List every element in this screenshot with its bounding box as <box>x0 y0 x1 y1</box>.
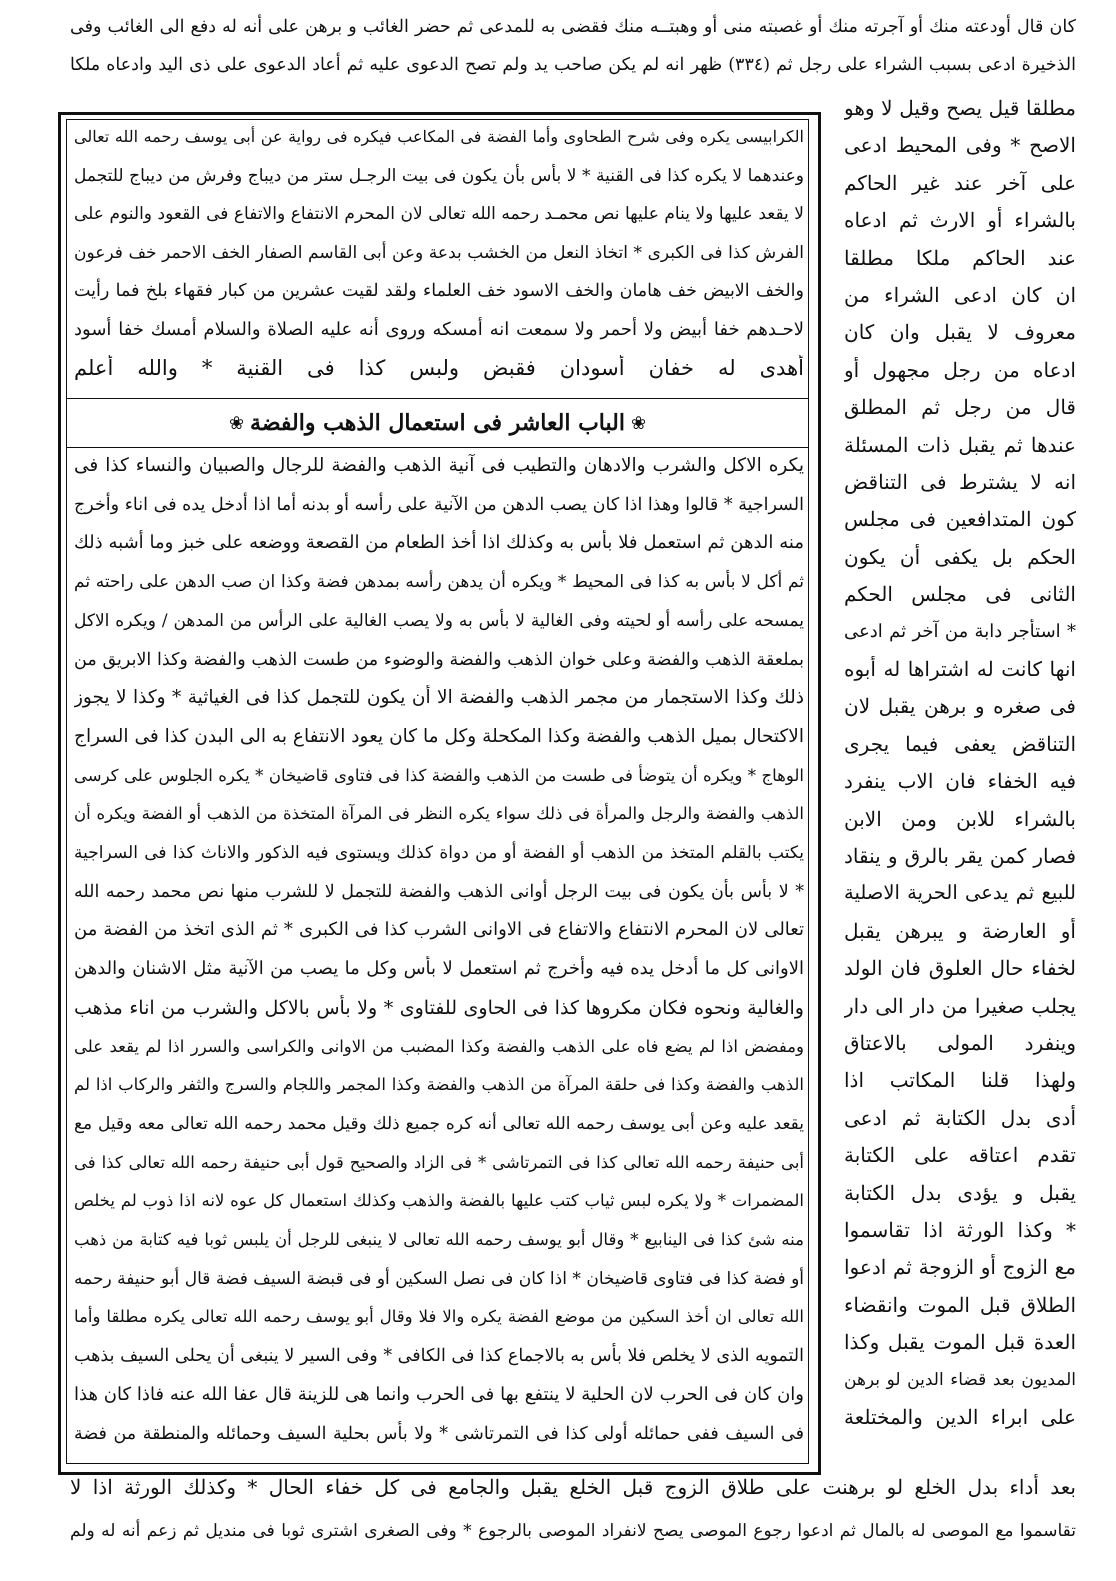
side-margin-line: ان كان ادعى الشراء من <box>844 283 1076 307</box>
main-text-line: والخف الابيض خف هامان والخف الاسود خف العلماء ولقد لقيت عشرين من كبار فقهاء بلخ فما رأيت <box>74 281 804 301</box>
side-margin-line: قال من رجل ثم المطلق <box>844 395 1076 420</box>
side-margin-line: مطلقا قيل يصح وقيل لا وهو <box>844 96 1076 120</box>
main-text-line: التمويه الذى لا يخلص فلا بأس به بالاجماع كذا فى الكافى * وفى السير لا ينبغى أن يحلى السيف بذهب <box>74 1346 804 1367</box>
top-margin-line: كان قال أودعته منك أو آجرته منك أو غصبته منى أو وهبتــه منك فقضى به للمدعى ثم حضر الغائب و برهن على أنه له دفع الى الغائب وفى <box>70 17 1076 37</box>
side-margin-line: وينفرد المولى بالاعتاق <box>844 1031 1076 1055</box>
side-margin-line: الثانى فى مجلس الحكم <box>844 582 1076 607</box>
bottom-margin-line: بعد أداء بدل الخلع لو برهنت على طلاق الزوج قبل الخلع يقبل والجامع فى كل خفاء الحال * وكذلك الورثة اذا لا <box>70 1475 1076 1499</box>
main-text-line: يقعد عليه وعن أبى يوسف رحمه الله تعالى أنه كره جميع ذلك وقيل محمد رحمه الله تعالى معه وقيل مع <box>74 1113 804 1134</box>
side-margin-line: يجلب صغيرا من دار الى دار <box>844 993 1076 1018</box>
side-margin-line: التناقض يعفى فيما يجرى <box>844 731 1076 756</box>
side-margin-line: عندها ثم يقبل ذات المسئلة <box>844 432 1076 457</box>
chapter-rule-bottom <box>66 447 809 448</box>
main-text-line: أهدى له خفان أسودان فقبض ولبس كذا فى القنية * والله أعلم <box>74 356 804 380</box>
side-margin-line: انه لا يشترط فى التناقض <box>844 470 1076 494</box>
ornament-icon: ❀ <box>630 412 647 434</box>
main-text-line: يكتب بالقلم المتخذ من الذهب أو الفضة أو من دواة كذلك ويستوى فيه الذكور والاناث كذا فى السراجية <box>74 843 804 863</box>
side-margin-line: فيه الخفاء فان الاب ينفرد <box>844 769 1076 794</box>
side-margin-line: معروف لا يقبل وان كان <box>844 320 1076 345</box>
side-margin-line: * استأجر دابة من آخر ثم ادعى <box>844 620 1076 642</box>
main-text-line: الذهب والفضة وكذا فى حلقة المرآة من الذهب والفضة وكذا المجمر واللجام والسرج والثفر والركاب اذا لم <box>74 1075 804 1095</box>
bottom-margin-line: تقاسموا مع الموصى له بالمال ثم ادعوا رجوع الموصى يصح لانفراد الموصى بالرجوع * وفى الصغرى اشترى ثوبا فى منديل ثم زعم أنه له ولم <box>70 1521 1076 1541</box>
main-text-line: أبى حنيفة رحمه الله تعالى كذا فى التمرتاشى * فى الزاد والصحيح قول أبى حنيفة رحمه الله تعالى كذا فى <box>74 1152 804 1172</box>
main-text-line: وعندهما لا يكره كذا فى القنية * لا بأس بأن يكون فى بيت الرجـل ستر من ديباج وفرش من ديباج للتجمل <box>74 165 804 186</box>
side-margin-line: انها كانت له اشتراها له أبوه <box>844 657 1076 681</box>
main-text-line: المضمرات * ولا يكره لبس ثياب كتب عليها بالفضة والذهب وكذلك استعمال كل عوه لانه اذا ذوب لم يخلص <box>74 1191 804 1211</box>
main-text-line: الاوانى كل ما أدخل يده فيه وأخرج ثم استعمل لا بأس وكل ما يصب من الآنية مثل الاشنان والدهن <box>74 958 804 980</box>
main-text-line: والغالية ونحوه فكان مكروها كذا فى الحاوى للفتاوى * ولا بأس بالاكل والشرب من اناء مذهب <box>74 996 804 1019</box>
main-text-line: الذهب والفضة والرجل والمرأة فى ذلك سواء يكره النظر فى المرآة المتخذة من الذهب أو الفضة ويكره أن <box>74 804 804 824</box>
side-margin-line: أو العارضة و يبرهن يقبل <box>844 918 1076 943</box>
main-text-line: لا يقعد عليها ولا ينام عليها نص محمـد رحمه الله تعالى لان المحرم الانتفاع والاتفاع فى القعود والنوم على <box>74 204 804 224</box>
side-margin-line: على ابراء الدين والمختلعة <box>844 1405 1076 1429</box>
chapter-title: الباب العاشر فى استعمال الذهب والفضة <box>250 410 625 436</box>
side-margin-line: أدى بدل الكتابة ثم ادعى <box>844 1105 1076 1130</box>
ornament-icon: ❀ <box>228 412 245 434</box>
chapter-rule-top <box>66 398 809 399</box>
side-margin-line: بالشراء للابن ومن الابن <box>844 806 1076 831</box>
side-margin-line: للبيع ثم يدعى الحرية الاصلية <box>844 881 1076 905</box>
main-text-line: فى السيف ففى حمائله أولى كذا فى التمرتاشى * ولا بأس بحلية السيف وحمائله والمنطقة من فضة <box>74 1423 804 1444</box>
main-text-line: يكره الاكل والشرب والادهان والتطيب فى آنية الذهب والفضة للرجال والصبيان والنساء كذا فى <box>74 455 804 476</box>
chapter-heading <box>66 400 809 446</box>
main-text-line: الفرش كذا فى الكبرى * اتخاذ النعل من الخشب بدعة وعن أبى القاسم الصفار الخف الاحمر خف فرعون <box>74 242 804 263</box>
main-text-line: بملعقة الذهب والفضة وعلى خوان الذهب والفضة والوضوء من طست الذهب والفضة وكذا الابريق من <box>74 649 804 670</box>
side-margin-line: كون المتدافعين فى مجلس <box>844 507 1076 532</box>
main-text-line: ذلك وكذا الاستجمار من مجمر الذهب والفضة الا أن يكون للتجمل كذا فى الغياثية * وكذا لا يجوز <box>74 687 804 709</box>
side-margin-line: مع الزوج أو الزوجة ثم ادعوا <box>844 1255 1076 1280</box>
side-margin-line: * وكذا الورثة اذا تقاسموا <box>844 1218 1076 1242</box>
side-margin-line: الاصح * وفى المحيط ادعى <box>844 133 1076 158</box>
top-margin-line: الذخيرة ادعى بسبب الشراء على رجل ثم (٣٣٤) ظهر انه لم يكن صاحب يد ولم تصح الدعوى عليه ثم أعاد الدعوى على ذى اليد وادعاه ملكا <box>70 55 1076 75</box>
main-text-line: منه شئ كذا فى الينابيع * وقال أبو يوسف رحمه الله تعالى لا ينبغى للرجل أن يلبس ثوبا فيه كتابة من ذهب <box>74 1230 804 1249</box>
side-margin-line: على آخر عند غير الحاكم <box>844 170 1076 195</box>
main-text-line: * لا بأس بأن يكون فى بيت الرجل أوانى الذهب والفضة للتجمل لا للشرب منها نص محمد رحمه الله <box>74 881 804 902</box>
main-text-line: الكرابيسى يكره وفى شرح الطحاوى وأما الفضة فى المكاعب فيكره فى رواية عن أبى يوسف رحمه الله تعالى <box>74 127 804 146</box>
main-text-line: الوهاج * ويكره أن يتوضأ فى طست من الذهب والفضة كذا فى فتاوى قاضيخان * يكره الجلوس على كرسى <box>74 765 804 785</box>
main-text-line: السراجية * قالوا وهذا اذا كان يصب الدهن من الآنية على رأسه أو بدنه أما اذا أدخل يده فى اناء وأخرج <box>74 494 804 515</box>
side-margin-line: عند الحاكم ملكا مطلقا <box>844 245 1076 270</box>
side-margin-line: فصار كمن يقر بالرق و ينقاد <box>844 844 1076 868</box>
main-text-line: لاحـدهم خفا أبيض ولا أحمر ولا سمعت انه أمسكه وروى أنه عليه الصلاة والسلام أمسك خفا أسود <box>74 318 804 340</box>
side-margin-line: المديون بعد قضاء الدين لو برهن <box>844 1369 1076 1390</box>
main-text-line: الاكتحال بميل الذهب والفضة وكذا المكحلة وكل ما كان يعود الانتفاع به الى البدن كذا فى السراج <box>74 725 804 747</box>
main-text-line: منه الدهن ثم استعمل فلا بأس به وكذلك اذا أخذ الطعام من القصعة ووضعه على خبز وما أشبه ذلك <box>74 532 804 554</box>
main-text-line: وان كان فى الحرب لان الحلية لا ينتفع بها فى الحرب وانما هى للزينة قال عفا الله عنه فاذا كان هذا <box>74 1383 804 1405</box>
main-text-line: يمسحه على رأسه أو لحيته وفى الغالية لا بأس به ولا يصب الغالية على الرأس من المدهن / ويكره الاكل <box>74 610 804 631</box>
main-text-line: تعالى لان المحرم الانتفاع والاتفاع فى الاوانى الشرب كذا فى الكبرى * ثم الذى اتخذ من الفضة من <box>74 919 804 941</box>
side-margin-line: بالشراء أو الارث ثم ادعاه <box>844 208 1076 233</box>
side-margin-line: الطلاق قبل الموت وانقضاء <box>844 1292 1076 1317</box>
side-margin-line: تقدم اعتاقه على الكتابة <box>844 1143 1076 1168</box>
side-margin-line: فى صغره و برهن يقبل لان <box>844 694 1076 719</box>
side-margin-line: العدة قبل الموت يقبل وكذا <box>844 1330 1076 1355</box>
main-text-line: الله تعالى ان أخذ السكين من موضع الفضة يكره والا فلا وقال أبو يوسف رحمه الله تعالى يكره مطلقا وأما <box>74 1307 804 1327</box>
main-text-line: أو فضة كذا فى فتاوى قاضيخان * اذا كان فى نصل السكين أو فى قبضة السيف فضة قال أبو حنيفة رحمه <box>74 1268 804 1289</box>
side-margin-line: ادعاه من رجل مجهول أو <box>844 357 1076 382</box>
side-margin-line: يقبل و يؤدى بدل الكتابة <box>844 1180 1076 1205</box>
side-margin-line: لخفاء حال العلوق فان الولد <box>844 956 1076 981</box>
main-text-line: ومفضض اذا لم يضع فاه على الذهب والفضة وكذا المضبب من الاوانى والكراسى والسرر اذا لم يقعد على <box>74 1036 804 1056</box>
main-text-line: ثم أكل لا بأس به كذا فى المحيط * ويكره أن يدهن رأسه بمدهن فضة وكذا ان صب الدهن على راحته ثم <box>74 572 804 593</box>
side-margin-line: الحكم بل يكفى أن يكون <box>844 544 1076 569</box>
side-margin-line: ولهذا قلنا المكاتب اذا <box>844 1068 1076 1093</box>
